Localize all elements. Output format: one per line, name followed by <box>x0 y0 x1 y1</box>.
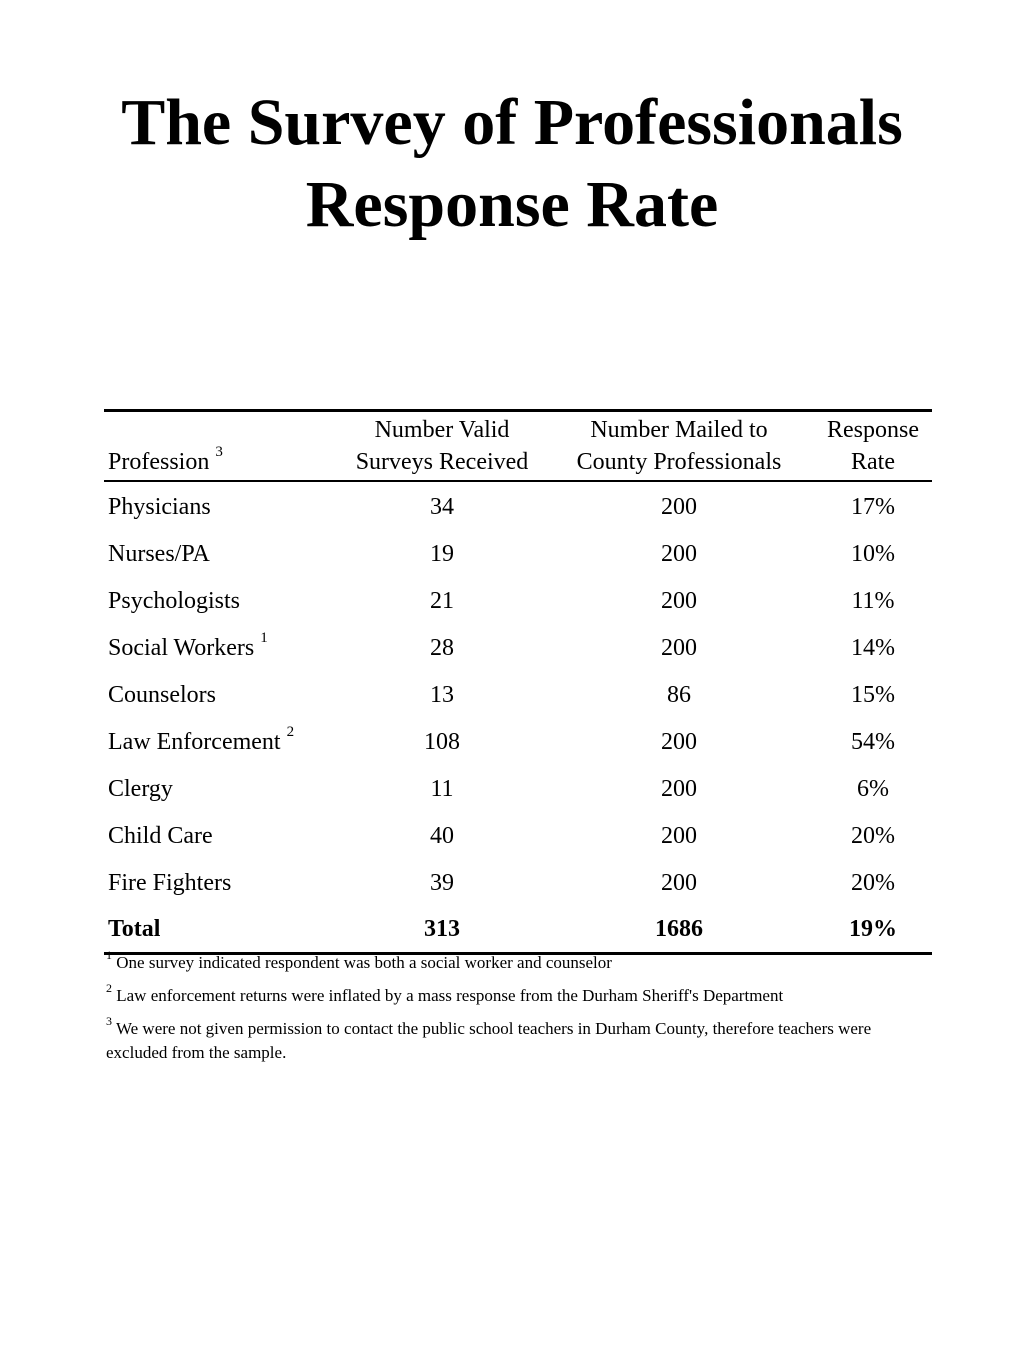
footnote-number: 1 <box>106 948 112 963</box>
table-total-row <box>104 906 932 952</box>
cell-profession <box>104 629 340 664</box>
header-mailed-line-1: Number Mailed to <box>590 417 768 443</box>
footnote <box>106 948 932 975</box>
cell-mailed: 200 <box>661 869 697 896</box>
cell-valid: 21 <box>430 587 454 614</box>
cell-profession <box>104 538 340 570</box>
cell-profession <box>104 773 340 805</box>
footnote-text: We were not given permission to contact the public school teachers in Durham County, therefore teachers were excluded from the sample. <box>106 1019 872 1062</box>
cell-rate: 10% <box>851 540 895 567</box>
header-valid-surveys <box>340 414 544 478</box>
cell-total-mailed: 1686 <box>655 916 703 942</box>
footnote-mark: 2 <box>286 723 295 740</box>
footnote <box>106 981 932 1008</box>
footnote-text: Law enforcement returns were inflated by a mass response from the Durham Sheriff's Department <box>116 986 784 1005</box>
cell-total-rate: 19% <box>849 916 897 942</box>
table-row <box>104 671 932 718</box>
table-row <box>104 765 932 812</box>
cell-mailed: 200 <box>661 728 697 755</box>
table-row <box>104 859 932 906</box>
cell-rate: 20% <box>851 869 895 896</box>
cell-valid: 11 <box>430 775 454 802</box>
cell-mailed: 200 <box>661 634 697 661</box>
footnote-text: One survey indicated respondent was both a social worker and counselor <box>116 953 612 972</box>
cell-profession <box>104 820 340 852</box>
profession-label: Nurses/PA <box>108 540 210 567</box>
cell-rate: 11% <box>851 587 895 614</box>
header-response-rate <box>814 414 932 478</box>
cell-rate: 17% <box>851 493 895 520</box>
cell-valid: 39 <box>430 869 454 896</box>
profession-label: Child Care <box>108 822 213 849</box>
header-profession-label: Profession <box>108 449 210 475</box>
title-line-1: The Survey of Professionals <box>121 86 903 159</box>
cell-total-label: Total <box>108 916 161 942</box>
cell-mailed: 200 <box>661 775 697 802</box>
cell-rate: 54% <box>851 728 895 755</box>
footnote <box>106 1014 932 1065</box>
footnote-number: 2 <box>106 981 112 996</box>
cell-valid: 34 <box>430 493 454 520</box>
profession-label: Fire Fighters <box>108 869 232 896</box>
header-rate-line-2: Rate <box>851 449 895 475</box>
cell-mailed: 200 <box>661 587 697 614</box>
footnotes <box>106 948 932 1074</box>
table-row <box>104 624 932 671</box>
table-row <box>104 483 932 530</box>
cell-mailed: 200 <box>661 822 697 849</box>
table-row <box>104 718 932 765</box>
profession-label: Clergy <box>108 775 173 802</box>
cell-valid: 28 <box>430 634 454 661</box>
cell-mailed: 200 <box>661 540 697 567</box>
cell-profession <box>104 679 340 711</box>
footnote-number: 3 <box>106 1014 112 1029</box>
profession-label: Counselors <box>108 681 216 708</box>
table-header-row <box>104 412 932 480</box>
header-valid-line-1: Number Valid <box>374 417 510 443</box>
response-rate-table <box>104 409 932 955</box>
header-profession <box>104 446 340 478</box>
cell-mailed: 86 <box>667 681 691 708</box>
header-valid-line-2: Surveys Received <box>355 449 529 475</box>
cell-profession <box>104 585 340 617</box>
table-row <box>104 577 932 624</box>
profession-label: Social Workers <box>108 634 255 661</box>
cell-valid: 19 <box>430 540 454 567</box>
table-row <box>104 812 932 859</box>
cell-profession <box>104 723 340 758</box>
cell-rate: 15% <box>851 681 895 708</box>
table-row <box>104 530 932 577</box>
profession-label: Physicians <box>108 493 211 520</box>
cell-profession <box>104 491 340 523</box>
cell-valid: 13 <box>430 681 454 708</box>
header-profession-footnote-mark: 3 <box>215 444 223 460</box>
footnote-mark: 1 <box>260 629 268 646</box>
cell-total-valid: 313 <box>424 916 460 942</box>
page-title <box>0 82 1024 246</box>
cell-profession <box>104 867 340 899</box>
profession-label: Psychologists <box>108 587 241 614</box>
profession-label: Law Enforcement <box>108 728 281 755</box>
cell-rate: 20% <box>851 822 895 849</box>
table-body <box>104 482 932 952</box>
header-number-mailed <box>544 414 814 478</box>
header-rate-line-1: Response <box>827 417 919 443</box>
cell-rate: 6% <box>857 775 889 802</box>
cell-mailed: 200 <box>661 493 697 520</box>
title-line-2: Response Rate <box>305 168 719 241</box>
cell-valid: 40 <box>430 822 454 849</box>
cell-valid: 108 <box>424 728 460 755</box>
header-mailed-line-2: County Professionals <box>576 449 782 475</box>
cell-rate: 14% <box>851 634 895 661</box>
